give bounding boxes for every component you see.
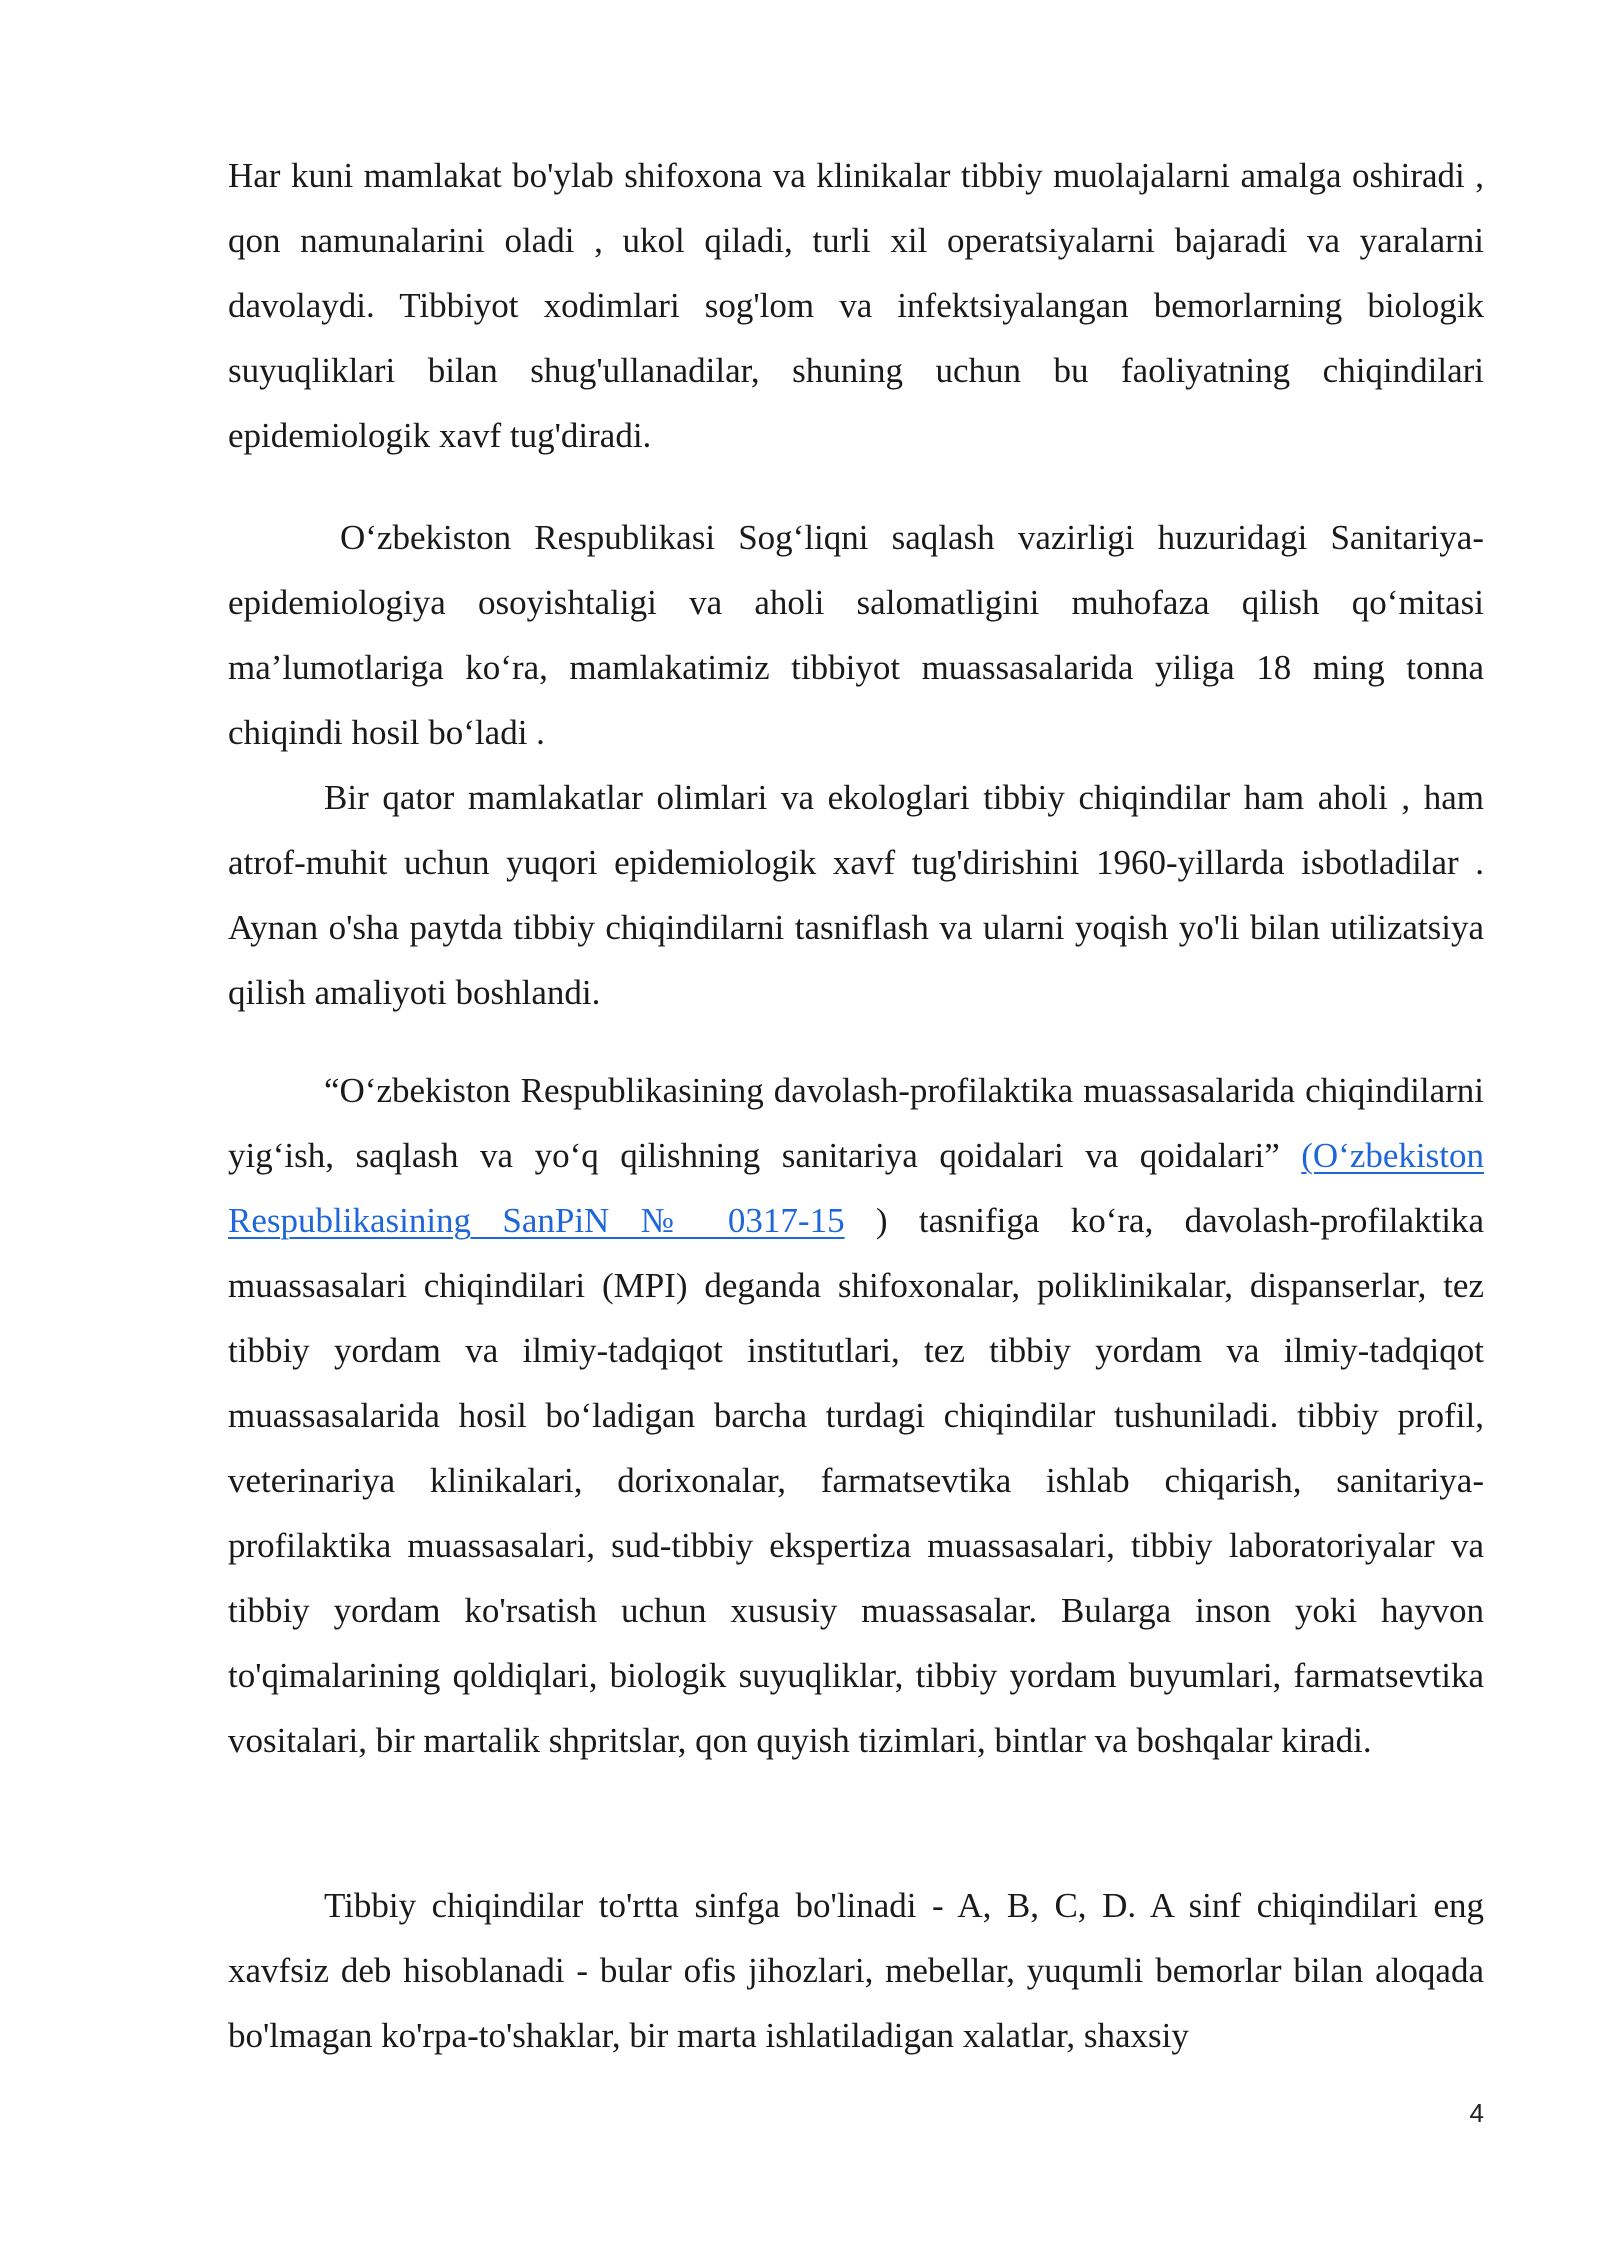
paragraph-sanpin-intro: “O‘zbekiston Respublikasining davolash-profilaktika muassasalarida chiqindilarni yig‘ish, saqlash va yo‘q qilishning sanitariya qoidalari va qoidalari” [228,1071,1484,1175]
page-number: 4 [1469,2098,1484,2128]
sanpin-reference-link[interactable]: (O‘zbekiston Respublikasining SanPiN № 0317-15 [228,1136,1484,1240]
paragraph-sanpin-body: ) tasnifiga ko‘ra, davolash-profilaktika muassasalari chiqindilari (MPI) deganda shifoxonalar, poliklinikalar, dispanserlar, tez tibbiy yordam va ilmiy-tadqiqot institutlari, tez tibbiy yordam va ilmiy-tadqiqot muassasalarida hosil bo‘ladigan barcha turdagi chiqindilar tushuniladi. tibbiy profil, veterinariya klinikalari, dorixonalar, farmatsevtika ishlab chiqarish, sanitariya-profilaktika muassasalari, sud-tibbiy ekspertiza muassasalari, tibbiy laboratoriyalar va tibbiy yordam ko'rsatish uchun xususiy muassasalar. Bularga inson yoki hayvon to'qimalarining qoldiqlari, biologik suyuqliklar, tibbiy yordam buyumlari, farmatsevtika vositalari, bir martalik shpritslar, qon quyish tizimlari, bintlar va boshqalar kiradi. [228,1201,1484,1760]
paragraph-medical-procedures: Har kuni mamlakat bo'ylab shifoxona va klinikalar tibbiy muolajalarni amalga oshiradi , qon namunalarini oladi , ukol qiladi, turli xil operatsiyalarni bajaradi va yaralarni davolaydi. Tibbiyot xodimlari sog'lom va infektsiyalangan bemorlarning biologik suyuqliklari bilan shug'ullanadilar, shuning uchun bu faoliyatning chiqindilari epidemiologik xavf tug'diradi. [228,156,1484,455]
paragraph-waste-statistics: O‘zbekiston Respublikasi Sog‘liqni saqlash vazirligi huzuridagi Sanitariya-epidemiologiya osoyishtaligi va aholi salomatligini muhofaza qilish qo‘mitasi ma’lumotlariga ko‘ra, mamlakatimiz tibbiyot muassasalarida yiliga 18 ming tonna chiqindi hosil bo‘ladi . [228,518,1484,752]
paragraph-research-history: Bir qator mamlakatlar olimlari va ekologlari tibbiy chiqindilar ham aholi , ham atrof-muhit uchun yuqori epidemiologik xavf tug'dirishini 1960-yillarda isbotladilar . Aynan o'sha paytda tibbiy chiqindilarni tasniflash va ularni yoqish yo'li bilan utilizatsiya qilish amaliyoti boshlandi. [228,778,1484,1012]
paragraph-sanpin-classification [228,1058,1484,1773]
paragraph-waste-classes: Tibbiy chiqindilar to'rtta sinfga bo'linadi - A, B, C, D. A sinf chiqindilari eng xavfsiz deb hisoblanadi - bular ofis jihozlari, mebellar, yuqumli bemorlar bilan aloqada bo'lmagan ko'rpa-to'shaklar, bir marta ishlatiladigan xalatlar, shaxsiy [228,1886,1484,2055]
